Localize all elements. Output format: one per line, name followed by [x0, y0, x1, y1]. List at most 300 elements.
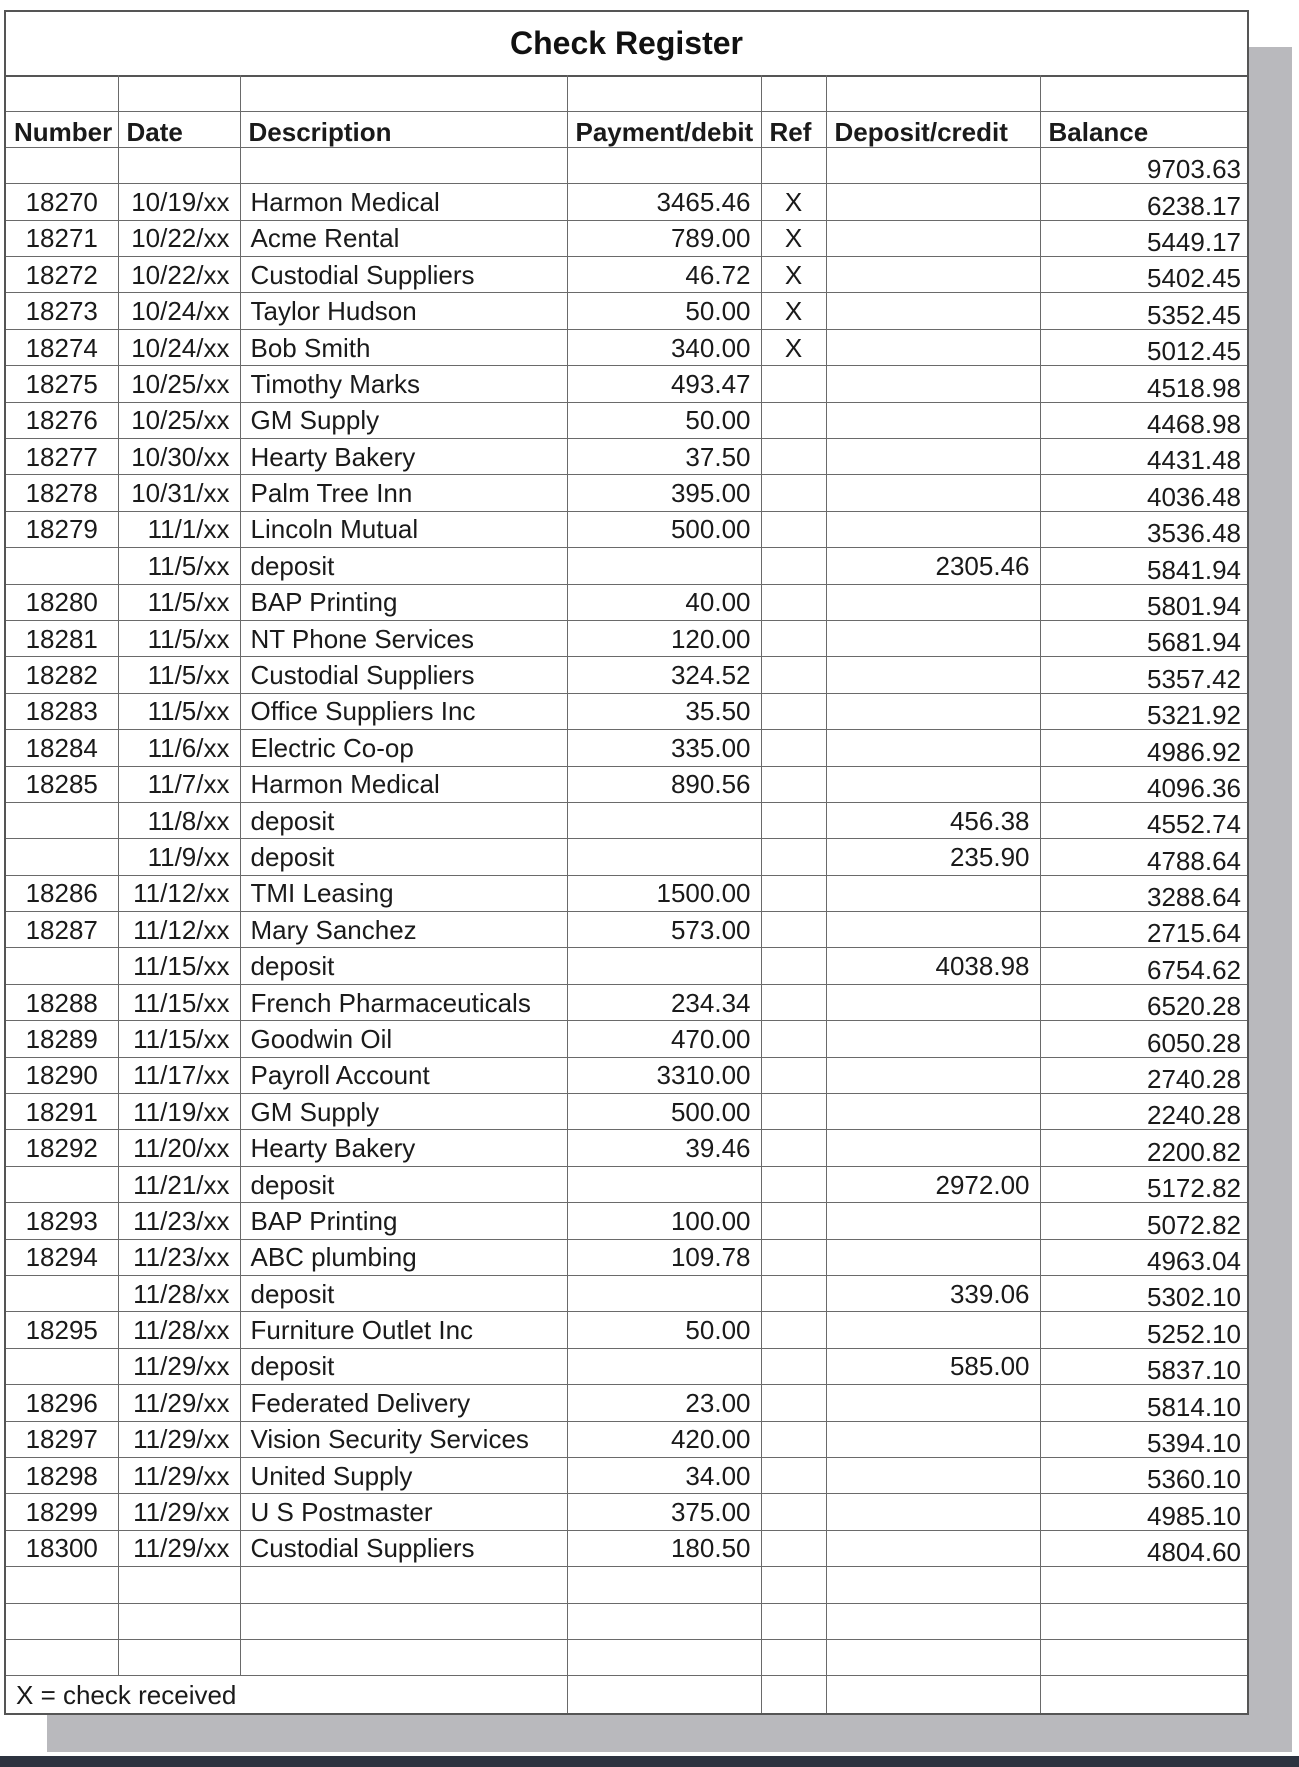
ref-mark	[761, 1421, 826, 1457]
col-header-payment: Payment/debit	[567, 111, 761, 147]
table-row	[6, 439, 1249, 475]
payment-amount: 40.00	[567, 584, 761, 620]
ref-mark: X	[761, 329, 826, 365]
payment-amount: 37.50	[567, 439, 761, 475]
ref-mark	[761, 1276, 826, 1312]
ref-mark	[761, 1457, 826, 1493]
check-date: 11/29/xx	[118, 1457, 240, 1493]
ref-mark	[761, 1166, 826, 1202]
check-number: 18298	[6, 1457, 118, 1493]
check-date: 10/24/xx	[118, 329, 240, 365]
ref-mark: X	[761, 184, 826, 220]
payment-amount	[567, 1348, 761, 1384]
check-date: 11/21/xx	[118, 1166, 240, 1202]
ref-mark	[761, 366, 826, 402]
check-description: French Pharmaceuticals	[240, 984, 567, 1020]
table-row	[6, 766, 1249, 802]
check-date: 10/24/xx	[118, 293, 240, 329]
table-row	[6, 984, 1249, 1020]
balance-amount: 4963.04	[1040, 1239, 1249, 1275]
balance-amount: 2740.28	[1040, 1057, 1249, 1093]
balance-amount: 5801.94	[1040, 584, 1249, 620]
payment-amount: 470.00	[567, 1021, 761, 1057]
register-title: Check Register	[6, 12, 1247, 77]
check-date: 11/28/xx	[118, 1276, 240, 1312]
balance-amount: 5681.94	[1040, 620, 1249, 656]
check-date: 11/12/xx	[118, 912, 240, 948]
check-number: 18277	[6, 439, 118, 475]
table-row	[6, 1494, 1249, 1530]
check-description: Custodial Suppliers	[240, 1530, 567, 1566]
table-row	[6, 1203, 1249, 1239]
payment-amount: 500.00	[567, 1094, 761, 1130]
payment-amount: 3310.00	[567, 1057, 761, 1093]
table-row	[6, 657, 1249, 693]
check-description: deposit	[240, 548, 567, 584]
check-number	[6, 839, 118, 875]
check-number: 18288	[6, 984, 118, 1020]
check-description: ABC plumbing	[240, 1239, 567, 1275]
bottom-edge-bar	[0, 1756, 1299, 1767]
check-description: Office Suppliers Inc	[240, 693, 567, 729]
ref-mark	[761, 1057, 826, 1093]
check-description: BAP Printing	[240, 584, 567, 620]
column-header-row	[6, 111, 1249, 147]
table-row	[6, 839, 1249, 875]
deposit-amount	[826, 1239, 1040, 1275]
balance-amount: 6238.17	[1040, 184, 1249, 220]
check-description: BAP Printing	[240, 1203, 567, 1239]
check-number: 18281	[6, 620, 118, 656]
balance-amount: 5841.94	[1040, 548, 1249, 584]
deposit-amount: 2305.46	[826, 548, 1040, 584]
deposit-amount	[826, 329, 1040, 365]
payment-amount: 420.00	[567, 1421, 761, 1457]
table-row	[6, 802, 1249, 838]
check-description: Palm Tree Inn	[240, 475, 567, 511]
check-number	[6, 802, 118, 838]
ref-mark	[761, 1203, 826, 1239]
check-description: NT Phone Services	[240, 620, 567, 656]
check-description: Vision Security Services	[240, 1421, 567, 1457]
payment-amount: 3465.46	[567, 184, 761, 220]
check-date: 10/22/xx	[118, 257, 240, 293]
empty-row	[6, 1639, 1249, 1675]
balance-amount: 2200.82	[1040, 1130, 1249, 1166]
check-number: 18283	[6, 693, 118, 729]
ref-mark	[761, 439, 826, 475]
check-number: 18287	[6, 912, 118, 948]
payment-amount: 789.00	[567, 220, 761, 256]
table-row	[6, 220, 1249, 256]
balance-amount: 5402.45	[1040, 257, 1249, 293]
table-row	[6, 475, 1249, 511]
payment-amount: 395.00	[567, 475, 761, 511]
check-number: 18276	[6, 402, 118, 438]
deposit-amount	[826, 1457, 1040, 1493]
deposit-amount	[826, 584, 1040, 620]
payment-amount: 500.00	[567, 511, 761, 547]
ref-mark	[761, 1094, 826, 1130]
check-date: 11/8/xx	[118, 802, 240, 838]
table-row	[6, 1057, 1249, 1093]
table-row	[6, 693, 1249, 729]
check-date: 11/29/xx	[118, 1385, 240, 1421]
check-date: 11/5/xx	[118, 584, 240, 620]
ref-mark: X	[761, 257, 826, 293]
payment-amount	[567, 1276, 761, 1312]
ref-mark	[761, 730, 826, 766]
blank-header-row	[6, 75, 1249, 111]
payment-amount	[567, 1166, 761, 1202]
payment-amount: 120.00	[567, 620, 761, 656]
check-date: 11/7/xx	[118, 766, 240, 802]
deposit-amount: 235.90	[826, 839, 1040, 875]
deposit-amount: 456.38	[826, 802, 1040, 838]
check-date: 11/5/xx	[118, 657, 240, 693]
deposit-amount: 4038.98	[826, 948, 1040, 984]
balance-amount: 4986.92	[1040, 730, 1249, 766]
payment-amount: 335.00	[567, 730, 761, 766]
deposit-amount	[826, 257, 1040, 293]
check-date: 11/19/xx	[118, 1094, 240, 1130]
ref-mark	[761, 402, 826, 438]
table-row	[6, 366, 1249, 402]
check-number	[6, 548, 118, 584]
check-description: GM Supply	[240, 402, 567, 438]
check-description: GM Supply	[240, 1094, 567, 1130]
ref-mark	[761, 1312, 826, 1348]
table-row	[6, 584, 1249, 620]
payment-amount: 890.56	[567, 766, 761, 802]
balance-amount: 4788.64	[1040, 839, 1249, 875]
check-number: 18290	[6, 1057, 118, 1093]
check-description: Payroll Account	[240, 1057, 567, 1093]
balance-amount: 2240.28	[1040, 1094, 1249, 1130]
deposit-amount	[826, 402, 1040, 438]
deposit-amount	[826, 657, 1040, 693]
col-header-date: Date	[118, 111, 240, 147]
check-date: 11/5/xx	[118, 548, 240, 584]
payment-amount: 375.00	[567, 1494, 761, 1530]
check-description: Harmon Medical	[240, 184, 567, 220]
deposit-amount	[826, 1130, 1040, 1166]
ref-mark	[761, 511, 826, 547]
balance-amount: 5302.10	[1040, 1276, 1249, 1312]
deposit-amount	[826, 730, 1040, 766]
check-date: 11/17/xx	[118, 1057, 240, 1093]
check-number: 18275	[6, 366, 118, 402]
check-number	[6, 1166, 118, 1202]
check-date: 11/5/xx	[118, 620, 240, 656]
check-date: 10/19/xx	[118, 184, 240, 220]
balance-amount: 5449.17	[1040, 220, 1249, 256]
check-description: deposit	[240, 1348, 567, 1384]
legend-note: X = check received	[6, 1676, 567, 1714]
check-number: 18278	[6, 475, 118, 511]
balance-amount: 4518.98	[1040, 366, 1249, 402]
ref-mark	[761, 475, 826, 511]
deposit-amount	[826, 475, 1040, 511]
balance-amount: 4036.48	[1040, 475, 1249, 511]
table-row	[6, 184, 1249, 220]
deposit-amount	[826, 439, 1040, 475]
check-number: 18286	[6, 875, 118, 911]
ref-mark	[761, 1385, 826, 1421]
payment-amount: 1500.00	[567, 875, 761, 911]
ref-mark	[761, 948, 826, 984]
deposit-amount	[826, 766, 1040, 802]
payment-amount: 109.78	[567, 1239, 761, 1275]
deposit-amount	[826, 220, 1040, 256]
payment-amount: 493.47	[567, 366, 761, 402]
payment-amount: 324.52	[567, 657, 761, 693]
check-description: deposit	[240, 1166, 567, 1202]
check-number: 18272	[6, 257, 118, 293]
empty-row	[6, 1567, 1249, 1603]
ref-mark	[761, 1130, 826, 1166]
balance-amount: 4431.48	[1040, 439, 1249, 475]
table-row	[6, 1094, 1249, 1130]
check-description: Federated Delivery	[240, 1385, 567, 1421]
deposit-amount	[826, 511, 1040, 547]
table-row	[6, 1239, 1249, 1275]
ref-mark	[761, 1348, 826, 1384]
check-description: Electric Co-op	[240, 730, 567, 766]
check-date: 10/25/xx	[118, 366, 240, 402]
check-date: 11/20/xx	[118, 1130, 240, 1166]
table-row	[6, 329, 1249, 365]
check-number: 18296	[6, 1385, 118, 1421]
check-date: 11/29/xx	[118, 1494, 240, 1530]
balance-amount: 3536.48	[1040, 511, 1249, 547]
payment-amount: 34.00	[567, 1457, 761, 1493]
deposit-amount	[826, 1312, 1040, 1348]
payment-amount	[567, 548, 761, 584]
balance-amount: 4468.98	[1040, 402, 1249, 438]
check-description: Harmon Medical	[240, 766, 567, 802]
balance-amount: 2715.64	[1040, 912, 1249, 948]
check-date: 11/15/xx	[118, 1021, 240, 1057]
register-body	[6, 147, 1249, 1566]
col-header-number: Number	[6, 111, 118, 147]
table-row	[6, 948, 1249, 984]
check-description: deposit	[240, 1276, 567, 1312]
ref-mark	[761, 875, 826, 911]
ref-mark	[761, 693, 826, 729]
check-number: 18294	[6, 1239, 118, 1275]
balance-amount: 6754.62	[1040, 948, 1249, 984]
table-row	[6, 875, 1249, 911]
col-header-deposit: Deposit/credit	[826, 111, 1040, 147]
payment-amount: 100.00	[567, 1203, 761, 1239]
legend-row	[6, 1676, 1249, 1714]
payment-amount: 50.00	[567, 293, 761, 329]
check-number: 18299	[6, 1494, 118, 1530]
check-date: 10/30/xx	[118, 439, 240, 475]
ref-mark	[761, 1530, 826, 1566]
deposit-amount	[826, 620, 1040, 656]
table-row	[6, 1457, 1249, 1493]
col-header-description: Description	[240, 111, 567, 147]
check-date: 11/12/xx	[118, 875, 240, 911]
check-number: 18293	[6, 1203, 118, 1239]
balance-amount: 5394.10	[1040, 1421, 1249, 1457]
check-number: 18292	[6, 1130, 118, 1166]
payment-amount: 50.00	[567, 1312, 761, 1348]
deposit-amount	[826, 1421, 1040, 1457]
check-date: 11/1/xx	[118, 511, 240, 547]
table-row	[6, 1130, 1249, 1166]
deposit-amount	[826, 912, 1040, 948]
payment-amount	[567, 948, 761, 984]
check-number	[6, 948, 118, 984]
payment-amount: 35.50	[567, 693, 761, 729]
check-number: 18291	[6, 1094, 118, 1130]
check-number: 18273	[6, 293, 118, 329]
check-description: Lincoln Mutual	[240, 511, 567, 547]
check-description: Taylor Hudson	[240, 293, 567, 329]
check-description: deposit	[240, 839, 567, 875]
check-date: 11/23/xx	[118, 1239, 240, 1275]
check-date: 11/6/xx	[118, 730, 240, 766]
check-date: 11/29/xx	[118, 1348, 240, 1384]
check-date: 11/9/xx	[118, 839, 240, 875]
check-description: Timothy Marks	[240, 366, 567, 402]
check-number: 18300	[6, 1530, 118, 1566]
check-number: 18271	[6, 220, 118, 256]
balance-amount: 5012.45	[1040, 329, 1249, 365]
check-date: 10/22/xx	[118, 220, 240, 256]
payment-amount	[567, 839, 761, 875]
check-date: 11/15/xx	[118, 948, 240, 984]
check-number: 18295	[6, 1312, 118, 1348]
payment-amount: 23.00	[567, 1385, 761, 1421]
ref-mark	[761, 1021, 826, 1057]
balance-amount: 4096.36	[1040, 766, 1249, 802]
balance-amount: 5837.10	[1040, 1348, 1249, 1384]
balance-amount: 4985.10	[1040, 1494, 1249, 1530]
payment-amount: 340.00	[567, 329, 761, 365]
check-number: 18289	[6, 1021, 118, 1057]
table-row	[6, 1385, 1249, 1421]
balance-amount: 5172.82	[1040, 1166, 1249, 1202]
table-row	[6, 1421, 1249, 1457]
col-header-balance: Balance	[1040, 111, 1249, 147]
payment-amount: 234.34	[567, 984, 761, 1020]
ref-mark: X	[761, 220, 826, 256]
check-number: 18284	[6, 730, 118, 766]
payment-amount	[567, 802, 761, 838]
deposit-amount	[826, 184, 1040, 220]
check-number: 18270	[6, 184, 118, 220]
balance-amount: 6520.28	[1040, 984, 1249, 1020]
check-description: U S Postmaster	[240, 1494, 567, 1530]
payment-amount: 573.00	[567, 912, 761, 948]
check-description: deposit	[240, 948, 567, 984]
ref-mark	[761, 657, 826, 693]
table-row	[6, 1348, 1249, 1384]
check-date: 11/15/xx	[118, 984, 240, 1020]
balance-amount: 5321.92	[1040, 693, 1249, 729]
ref-mark	[761, 839, 826, 875]
table-row	[6, 1530, 1249, 1566]
check-number: 18280	[6, 584, 118, 620]
payment-amount: 39.46	[567, 1130, 761, 1166]
deposit-amount: 339.06	[826, 1276, 1040, 1312]
deposit-amount	[826, 693, 1040, 729]
check-description: Custodial Suppliers	[240, 657, 567, 693]
deposit-amount	[826, 984, 1040, 1020]
balance-amount: 5352.45	[1040, 293, 1249, 329]
opening-balance-row	[6, 147, 1249, 183]
register-footer	[6, 1567, 1249, 1714]
deposit-amount	[826, 1530, 1040, 1566]
balance-amount: 3288.64	[1040, 875, 1249, 911]
check-description: Mary Sanchez	[240, 912, 567, 948]
check-description: Hearty Bakery	[240, 1130, 567, 1166]
check-description: Acme Rental	[240, 220, 567, 256]
check-description: Goodwin Oil	[240, 1021, 567, 1057]
table-row	[6, 1312, 1249, 1348]
ref-mark	[761, 584, 826, 620]
table-row	[6, 1021, 1249, 1057]
table-row	[6, 620, 1249, 656]
table-row	[6, 511, 1249, 547]
check-number: 18297	[6, 1421, 118, 1457]
check-date: 10/31/xx	[118, 475, 240, 511]
ref-mark	[761, 912, 826, 948]
balance-amount: 4552.74	[1040, 802, 1249, 838]
check-date: 11/23/xx	[118, 1203, 240, 1239]
check-description: deposit	[240, 802, 567, 838]
balance-amount: 5357.42	[1040, 657, 1249, 693]
deposit-amount	[826, 1094, 1040, 1130]
ref-mark	[761, 984, 826, 1020]
check-date: 11/29/xx	[118, 1421, 240, 1457]
balance-amount: 5252.10	[1040, 1312, 1249, 1348]
check-register-sheet	[4, 10, 1249, 1715]
balance-amount: 5814.10	[1040, 1385, 1249, 1421]
check-description: TMI Leasing	[240, 875, 567, 911]
ref-mark	[761, 1494, 826, 1530]
table-row	[6, 1166, 1249, 1202]
check-date: 11/28/xx	[118, 1312, 240, 1348]
payment-amount: 180.50	[567, 1530, 761, 1566]
ref-mark	[761, 802, 826, 838]
ref-mark	[761, 1239, 826, 1275]
deposit-amount: 2972.00	[826, 1166, 1040, 1202]
payment-amount: 50.00	[567, 402, 761, 438]
deposit-amount	[826, 1385, 1040, 1421]
check-description: Hearty Bakery	[240, 439, 567, 475]
col-header-ref: Ref	[761, 111, 826, 147]
check-number: 18282	[6, 657, 118, 693]
ref-mark	[761, 620, 826, 656]
table-row	[6, 402, 1249, 438]
check-number: 18279	[6, 511, 118, 547]
deposit-amount	[826, 875, 1040, 911]
balance-amount: 5072.82	[1040, 1203, 1249, 1239]
check-number	[6, 1276, 118, 1312]
check-number: 18285	[6, 766, 118, 802]
ref-mark: X	[761, 293, 826, 329]
balance-amount: 6050.28	[1040, 1021, 1249, 1057]
deposit-amount: 585.00	[826, 1348, 1040, 1384]
table-row	[6, 293, 1249, 329]
deposit-amount	[826, 1021, 1040, 1057]
deposit-amount	[826, 293, 1040, 329]
